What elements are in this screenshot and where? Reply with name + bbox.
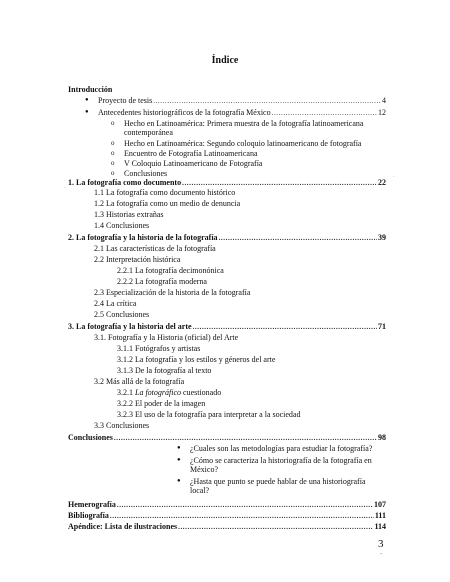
scan-speck: · — [393, 175, 395, 180]
toc-subsection-italic: La fotográfico — [135, 388, 182, 397]
toc-chapter-1[interactable] — [68, 178, 386, 187]
toc-chapter-label: Hemerografía — [68, 500, 116, 509]
circle-marker: o — [111, 119, 115, 127]
toc-subsection-number: 3.2.1 — [117, 388, 133, 397]
toc-section: 2.3 Especialización de la historia de la fotografía — [94, 288, 251, 297]
toc-entry-proyecto[interactable] — [98, 96, 386, 105]
toc-section: 1.2 La fotografía como un medio de denuncia — [94, 199, 241, 208]
circle-marker: o — [111, 169, 115, 177]
intro-heading: Introducción — [68, 85, 113, 94]
leader-dots — [117, 502, 373, 509]
toc-entry-page: 4 — [382, 96, 386, 105]
scan-speck: ~ — [380, 552, 383, 557]
toc-chapter-label: 1. La fotografía como documento — [68, 178, 182, 187]
toc-section: 2.1 Las características de la fotografía — [94, 244, 216, 253]
toc-chapter-page: 39 — [378, 233, 386, 242]
toc-apendice[interactable] — [68, 522, 386, 531]
toc-section: 3.1. Fotografía y la Historia (oficial) del Arte — [94, 333, 239, 342]
leader-dots — [114, 435, 377, 442]
leader-dots — [193, 324, 377, 331]
leader-dots — [178, 524, 373, 531]
toc-entry-page: 12 — [378, 108, 386, 117]
toc-bullet-question: ¿Cuales son las metodologías para estudiar la fotografía? — [190, 444, 373, 453]
circle-marker: o — [111, 149, 115, 157]
toc-subsection: 3.1.3 De la fotografía al texto — [117, 366, 212, 375]
toc-section: 1.1 La fotografía como documento histórico — [94, 188, 236, 197]
toc-section: 2.2 Interpretación histórica — [94, 255, 181, 264]
toc-chapter-label: 3. La fotografía y la historia del arte — [68, 322, 192, 331]
toc-sub-entry: V Coloquio Latinoamericano de Fotografía — [124, 159, 263, 168]
toc-subsection — [117, 388, 221, 397]
toc-entry-antecedentes[interactable] — [98, 108, 386, 117]
toc-sub-entry-cont: contemporánea — [124, 128, 173, 137]
toc-chapter-label: 2. La fotografía y la historia de la fotografía — [68, 233, 218, 242]
circle-marker: o — [111, 159, 115, 167]
toc-sub-entry: Conclusiones — [124, 169, 168, 178]
toc-section: 2.5 Conclusiones — [94, 310, 150, 319]
bullet-marker: ● — [177, 478, 181, 484]
leader-dots — [153, 98, 381, 105]
toc-section: 2.4 La crítica — [94, 299, 137, 308]
toc-subsection-rest: cuestionado — [183, 388, 222, 397]
toc-chapter-page: 71 — [378, 322, 386, 331]
toc-entry-label: Antecedentes historiográficos de la fotografía México — [98, 108, 271, 117]
toc-subsection: 3.2.2 El poder de la imagen — [117, 399, 206, 408]
leader-dots — [219, 235, 377, 242]
toc-section: 1.3 Historias extrañas — [94, 210, 164, 219]
toc-chapter-page: 114 — [374, 522, 386, 531]
toc-section: 3.3 Conclusiones — [94, 421, 150, 430]
toc-section: 3.2 Más allá de la fotografía — [94, 377, 185, 386]
toc-subsection: 3.1.2 La fotografía y los estilos y géneros del arte — [117, 355, 276, 364]
toc-chapter-label: Apéndice: Lista de ilustraciones — [68, 522, 178, 531]
toc-chapter-label: Bibliografía — [68, 511, 109, 520]
toc-subsection: 3.2.3 El uso de la fotografía para interpretar a la sociedad — [117, 410, 301, 419]
toc-section: 1.4 Conclusiones — [94, 221, 150, 230]
toc-bullet-question-cont: local? — [190, 486, 210, 495]
toc-sub-entry: Hecho en Latinoamérica: Segundo coloquio latinoamericano de fotografía — [124, 139, 362, 148]
toc-chapter-page: 98 — [378, 433, 386, 442]
toc-conclusiones[interactable] — [68, 433, 386, 442]
toc-sub-entry: Hecho en Latinoamérica: Primera muestra de la fotografía latinoamericana — [124, 119, 364, 128]
toc-bullet-question: ¿Cómo se caracteriza la historiografía de la fotografía en — [190, 456, 372, 465]
toc-hemerografia[interactable] — [68, 500, 386, 509]
toc-sub-entry: Encuentro de Fotografía Latinoamericana — [124, 149, 258, 158]
toc-subsection: 2.2.1 La fotografía decimonónica — [117, 266, 224, 275]
bullet-marker: ● — [177, 445, 181, 451]
toc-chapter-page: 107 — [374, 500, 386, 509]
leader-dots — [272, 110, 377, 117]
toc-bibliografia[interactable] — [68, 511, 386, 520]
bullet-marker: ● — [85, 97, 89, 103]
toc-chapter-3[interactable] — [68, 322, 386, 331]
toc-chapter-page: 111 — [374, 511, 386, 520]
page-title: Índice — [211, 55, 239, 66]
toc-bullet-question: ¿Hasta que punto se puede hablar de una historiografía — [190, 477, 366, 486]
toc-chapter-page: 22 — [378, 178, 386, 187]
toc-chapter-2[interactable] — [68, 233, 386, 242]
bullet-marker: ● — [177, 457, 181, 463]
circle-marker: o — [111, 139, 115, 147]
leader-dots — [182, 180, 377, 187]
scan-speck: · — [64, 186, 66, 191]
toc-chapter-label: Conclusiones — [68, 433, 113, 442]
toc-entry-label: Proyecto de tesis — [98, 96, 153, 105]
leader-dots — [110, 513, 374, 520]
page-number: 3 — [378, 538, 384, 550]
toc-subsection: 3.1.1 Fotógrafos y artistas — [117, 344, 201, 353]
toc-bullet-question-cont: México? — [190, 465, 218, 474]
bullet-marker: ● — [85, 109, 89, 115]
toc-subsection: 2.2.2 La fotografía moderna — [117, 277, 207, 286]
